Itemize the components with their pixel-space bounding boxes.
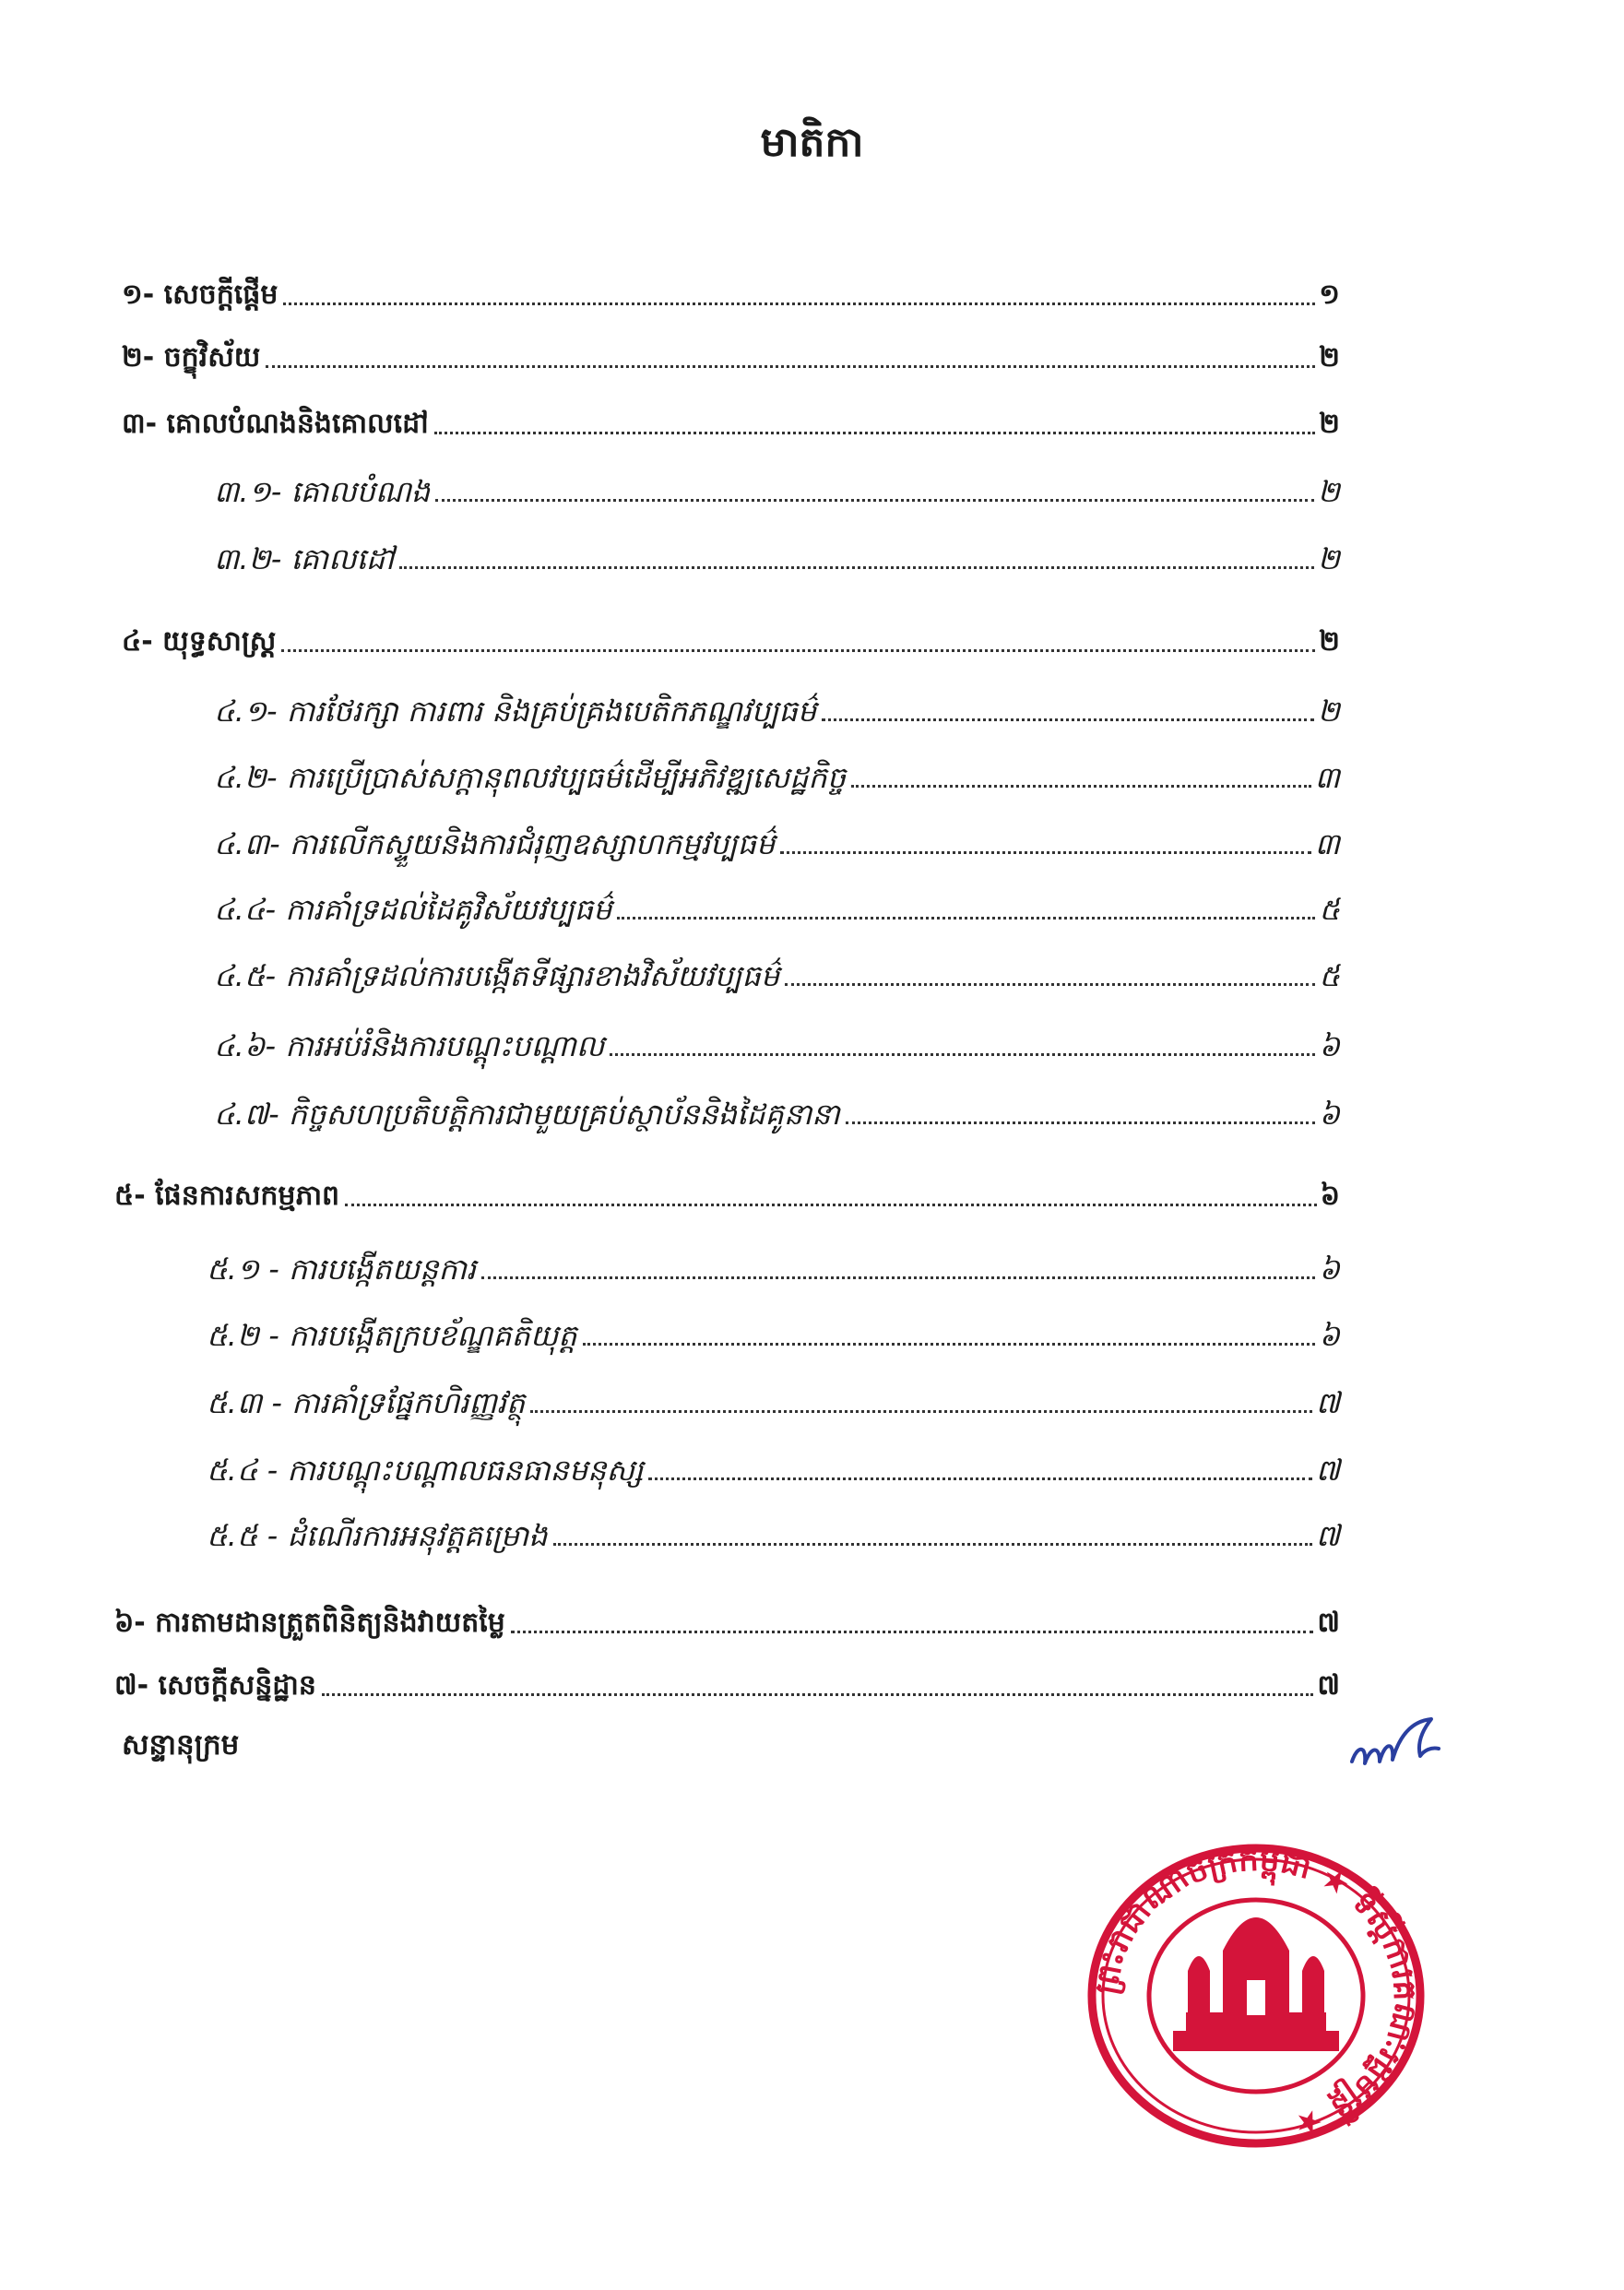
toc-leader-dots bbox=[281, 649, 1315, 652]
toc-entry-label: ៥.១ - ការបង្កើតយន្តការ bbox=[207, 1252, 477, 1287]
toc-entry[interactable] bbox=[114, 1170, 1340, 1216]
toc-leader-dots bbox=[266, 365, 1315, 368]
toc-entry-label: ៤.៧- កិច្ចសហប្រតិបត្តិការជាមួយគ្រប់ស្ថាប័ននិងដៃគូនានា bbox=[214, 1097, 840, 1132]
toc-entry-page: ៧ bbox=[1317, 1607, 1340, 1639]
toc-leader-dots bbox=[345, 1204, 1317, 1206]
toc-entry-label: ៣.១- គោលបំណង bbox=[214, 474, 431, 509]
toc-entry-page: ២ bbox=[1319, 408, 1340, 440]
toc-entry-label: ៥.៥ - ដំណើរការអនុវត្តគម្រោង bbox=[207, 1518, 548, 1553]
toc-entry-page: ៧ bbox=[1315, 1453, 1340, 1488]
toc-entry-page: ២ bbox=[1319, 625, 1340, 658]
toc-entry-page: ៦ bbox=[1319, 1028, 1340, 1063]
toc-leader-dots bbox=[435, 499, 1314, 502]
toc-entry-label: ៤.៤- ការគាំទ្រដល់ដៃគូវិស័យវប្បធម៌ bbox=[214, 892, 612, 927]
toc-entry-label: ៤.៣- ការលើកស្ទួយនិងការជំរុញឧស្សាហកម្មវប្បធម៌ bbox=[214, 826, 776, 861]
toc-entry-page: ៥ bbox=[1319, 892, 1340, 927]
official-seal bbox=[1085, 1842, 1428, 2150]
toc-entry-page: ៣ bbox=[1314, 760, 1340, 795]
toc-leader-dots bbox=[785, 983, 1315, 986]
toc-entry[interactable] bbox=[207, 1243, 1340, 1289]
toc-entry-label: ៤.២- ការប្រើប្រាស់សក្តានុពលវប្បធម៌ដើម្បីអភិវឌ្ឍសេដ្ឋកិច្ច bbox=[214, 760, 847, 795]
toc-entry[interactable] bbox=[207, 1510, 1340, 1556]
toc-entry-label: ៤.៥- ការគាំទ្រដល់ការបង្កើតទីផ្សារខាងវិស័យវប្បធម៌ bbox=[214, 958, 780, 993]
toc-entry-page: ១ bbox=[1319, 279, 1340, 311]
toc-leader-dots bbox=[617, 917, 1315, 920]
toc-entry[interactable] bbox=[214, 950, 1340, 996]
signature-stroke bbox=[1352, 1719, 1439, 1763]
toc-leader-dots bbox=[851, 785, 1311, 788]
toc-entry-label: ៣.២- គោលដៅ bbox=[214, 541, 395, 576]
angkor-wat-emblem bbox=[1173, 1917, 1339, 2051]
toc-leader-dots bbox=[583, 1343, 1316, 1346]
toc-entry[interactable] bbox=[214, 884, 1340, 930]
toc-entry-label: ៥- ផែនការសកម្មភាព bbox=[114, 1180, 340, 1212]
handwritten-signature bbox=[1346, 1714, 1448, 1778]
toc-entry-label: ៥.៣ - ការគាំទ្រផ្នែកហិរញ្ញវត្ថុ bbox=[207, 1385, 526, 1420]
toc-leader-dots bbox=[283, 303, 1315, 305]
toc-entry-label: ៤.៦- ការអប់រំនិងការបណ្តុះបណ្តាល bbox=[214, 1028, 605, 1063]
toc-leader-dots bbox=[648, 1477, 1311, 1480]
toc-entry[interactable] bbox=[122, 269, 1340, 315]
toc-entry-label: ៥.២ - ការបង្កើតក្របខ័ណ្ឌគតិយុត្ត bbox=[207, 1318, 577, 1353]
toc-entry[interactable] bbox=[214, 685, 1340, 731]
toc-entry-label: ៥.៤ - ការបណ្តុះបណ្តាលធនធានមនុស្ស bbox=[207, 1453, 644, 1488]
toc-leader-dots bbox=[530, 1410, 1311, 1413]
seal-ring-text: ព្រះរាជាណាចក្រកម្ពុជា ★ ទីស្តីការគណៈរដ្ឋមន្ត្រី ★ bbox=[1087, 1842, 1425, 2145]
toc-leader-dots bbox=[553, 1543, 1312, 1546]
toc-entry-label: ៦- ការតាមដានត្រួតពិនិត្យនិងវាយតម្លៃ bbox=[114, 1607, 505, 1639]
toc-entry-label: ៤- យុទ្ធសាស្ត្រ bbox=[122, 625, 277, 658]
toc-entry[interactable] bbox=[214, 1088, 1340, 1134]
toc-entry[interactable] bbox=[122, 332, 1340, 378]
page-title: មាតិកា bbox=[760, 119, 864, 166]
toc-entry-label: ៧- សេចក្តីសន្និដ្ឋាន bbox=[114, 1669, 316, 1702]
toc-entry-page: ៥ bbox=[1319, 958, 1340, 993]
toc-entry-page: ៦ bbox=[1320, 1180, 1340, 1212]
toc-entry[interactable] bbox=[214, 533, 1340, 579]
toc-entry[interactable] bbox=[114, 1660, 1340, 1706]
toc-leader-dots bbox=[322, 1693, 1313, 1696]
toc-entry[interactable] bbox=[214, 818, 1340, 864]
toc-entry[interactable] bbox=[214, 752, 1340, 798]
toc-leader-dots bbox=[434, 432, 1316, 434]
toc-leader-dots bbox=[822, 718, 1314, 721]
toc-entry-page: ៧ bbox=[1315, 1385, 1340, 1420]
toc-entry-label: ៣- គោលបំណងនិងគោលដៅ bbox=[122, 408, 429, 440]
toc-entry-label: ៤.១- ការថែរក្សា ការពារ និងគ្រប់គ្រងបេតិកភណ្ឌវប្បធម៌ bbox=[214, 694, 817, 729]
toc-entry[interactable] bbox=[214, 1020, 1340, 1066]
toc-entry-page: ២ bbox=[1317, 541, 1340, 576]
toc-leader-dots bbox=[481, 1276, 1315, 1279]
toc-entry-page: ២ bbox=[1317, 694, 1340, 729]
toc-entry-page: ៣ bbox=[1314, 826, 1340, 861]
toc-entry[interactable] bbox=[207, 1444, 1340, 1490]
toc-entry-page: ២ bbox=[1317, 474, 1340, 509]
toc-entry-page: ៦ bbox=[1319, 1252, 1340, 1287]
toc-entry-page: ៧ bbox=[1317, 1669, 1340, 1702]
toc-entry-page: ៧ bbox=[1315, 1518, 1340, 1553]
toc-leader-dots bbox=[511, 1631, 1314, 1633]
toc-entry-page: ៦ bbox=[1319, 1097, 1340, 1132]
bibliography-heading[interactable]: សន្ទានុក្រម bbox=[122, 1728, 240, 1762]
toc-leader-dots bbox=[780, 851, 1310, 854]
toc-entry[interactable] bbox=[122, 616, 1340, 662]
toc-entry-page: ២ bbox=[1319, 341, 1340, 374]
toc-entry-label: ១- សេចក្តីផ្តើម bbox=[122, 279, 279, 311]
toc-entry[interactable] bbox=[114, 1597, 1340, 1643]
toc-entry-label: ២- ចក្ខុវិស័យ bbox=[122, 341, 261, 374]
toc-entry[interactable] bbox=[122, 398, 1340, 445]
toc-leader-dots bbox=[610, 1053, 1315, 1056]
toc-entry[interactable] bbox=[207, 1377, 1340, 1423]
toc-leader-dots bbox=[846, 1121, 1316, 1124]
toc-entry[interactable] bbox=[214, 466, 1340, 512]
toc-leader-dots bbox=[399, 566, 1314, 569]
toc-entry-page: ៦ bbox=[1319, 1318, 1340, 1353]
toc-entry[interactable] bbox=[207, 1310, 1340, 1356]
